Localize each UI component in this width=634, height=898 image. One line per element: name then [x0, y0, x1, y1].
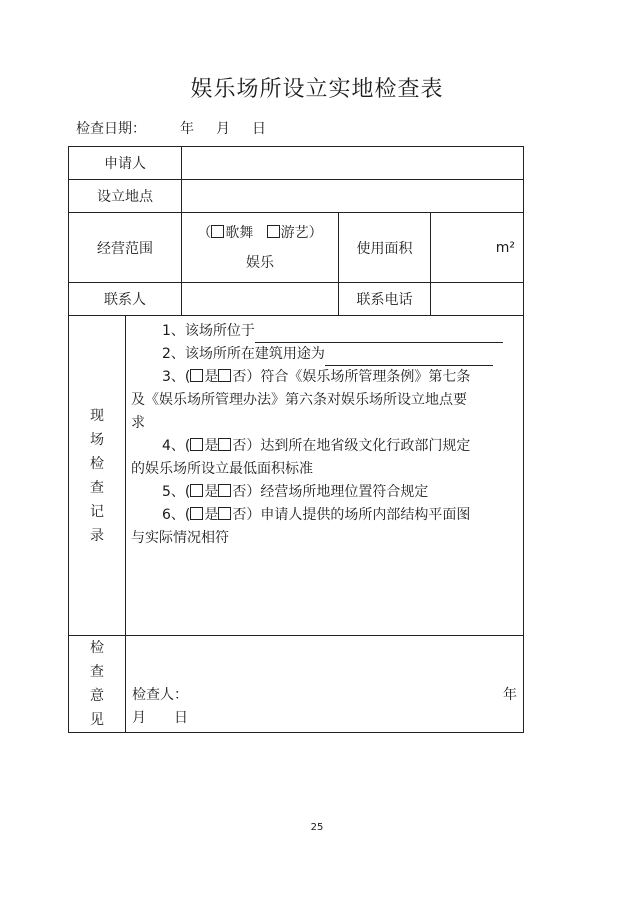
scope-paren: （: [197, 224, 212, 241]
form-title: 娱乐场所设立实地检查表: [190, 77, 444, 102]
record-item-text: 是: [204, 369, 219, 385]
page-number: 25: [310, 822, 324, 833]
record-item-3-cont: 及《娱乐场所管理办法》第六条对娱乐场所设立地点要: [131, 392, 467, 408]
area-label: 使用面积: [339, 213, 431, 283]
inspection-date-label: 检查日期：: [76, 121, 146, 137]
record-item-6: [131, 504, 518, 527]
opinion-label-char: 见: [90, 712, 104, 728]
record-content: [126, 316, 524, 636]
record-item-text: 否）申请人提供的场所内部结构平面图: [232, 507, 471, 523]
record-item-text: 否）符合《娱乐场所管理条例》第七条: [232, 369, 471, 385]
record-item-text: 3、(: [162, 369, 191, 385]
scope-options: [182, 213, 339, 283]
record-item-text: 否）达到所在地省级文化行政部门规定: [232, 438, 471, 454]
record-item-6-cont: 与实际情况相符: [131, 530, 229, 546]
record-item-1: [131, 320, 518, 343]
record-item-2: [131, 343, 518, 366]
opinion-day-label: 日: [174, 710, 188, 726]
record-item-3: [131, 366, 518, 389]
record-label-char: 检: [90, 455, 104, 472]
record-item-text: 是: [204, 507, 219, 523]
area-field[interactable]: [431, 213, 524, 283]
opinion-year-label: 年: [503, 687, 518, 703]
location-underline[interactable]: [255, 325, 503, 343]
checkbox-icon[interactable]: [190, 438, 203, 451]
area-unit: m²: [495, 239, 516, 256]
scope-label: 经营范围: [69, 213, 182, 283]
record-label-char: 现: [90, 407, 104, 424]
scope-option-amusement: 游艺）: [280, 224, 323, 241]
record-label-char: 录: [90, 527, 104, 544]
opinion-label-char: 检: [90, 640, 104, 656]
building-use-underline[interactable]: [325, 348, 493, 366]
opinion-label-char: 意: [90, 688, 104, 704]
year-label: 年: [180, 121, 194, 137]
checkbox-icon[interactable]: [190, 484, 203, 497]
checkbox-icon[interactable]: [267, 225, 280, 238]
checkbox-icon[interactable]: [190, 369, 203, 382]
opinion-field[interactable]: [126, 636, 524, 733]
applicant-label: 申请人: [69, 147, 182, 180]
location-field[interactable]: [182, 180, 524, 213]
record-item-5: [131, 481, 518, 504]
checkbox-icon[interactable]: [218, 484, 231, 497]
location-label: 设立地点: [69, 180, 182, 213]
record-item-text: 6、(: [162, 507, 191, 523]
checkbox-icon[interactable]: [218, 507, 231, 520]
inspector-label: 检查人：: [132, 687, 188, 703]
opinion-month-label: 月: [132, 710, 146, 726]
checkbox-icon[interactable]: [218, 369, 231, 382]
record-item-text: 2、该场所所在建筑用途为: [162, 346, 325, 362]
inspection-form-table: [68, 146, 524, 733]
month-label: 月: [216, 121, 230, 137]
scope-option-singing-dancing: 歌舞: [225, 224, 254, 241]
phone-label: 联系电话: [339, 283, 431, 316]
checkbox-icon[interactable]: [211, 225, 224, 238]
phone-field[interactable]: [431, 283, 524, 316]
record-item-text: 是: [204, 484, 219, 500]
record-item-text: 否）经营场所地理位置符合规定: [232, 484, 429, 500]
scope-line2: 娱乐: [246, 254, 274, 271]
opinion-label-char: 查: [90, 664, 104, 680]
opinion-date-row: [132, 707, 517, 730]
applicant-field[interactable]: [182, 147, 524, 180]
inspection-date-line: [76, 118, 266, 138]
record-item-text: 1、该场所位于: [162, 323, 255, 339]
record-label-char: 查: [90, 479, 104, 496]
record-label-char: 记: [90, 503, 104, 520]
record-item-text: 是: [204, 438, 219, 454]
record-label-char: 场: [90, 431, 104, 448]
contact-field[interactable]: [182, 283, 339, 316]
record-item-4: [131, 435, 518, 458]
checkbox-icon[interactable]: [218, 438, 231, 451]
record-label: [69, 316, 126, 636]
checkbox-icon[interactable]: [190, 507, 203, 520]
inspector-row: [132, 684, 517, 707]
record-item-3-end: 求: [131, 415, 145, 431]
day-label: 日: [252, 121, 266, 137]
record-item-text: 5、(: [162, 484, 191, 500]
record-item-4-cont: 的娱乐场所设立最低面积标准: [131, 461, 313, 477]
opinion-label: [69, 636, 126, 733]
record-item-text: 4、(: [162, 438, 191, 454]
contact-label: 联系人: [69, 283, 182, 316]
